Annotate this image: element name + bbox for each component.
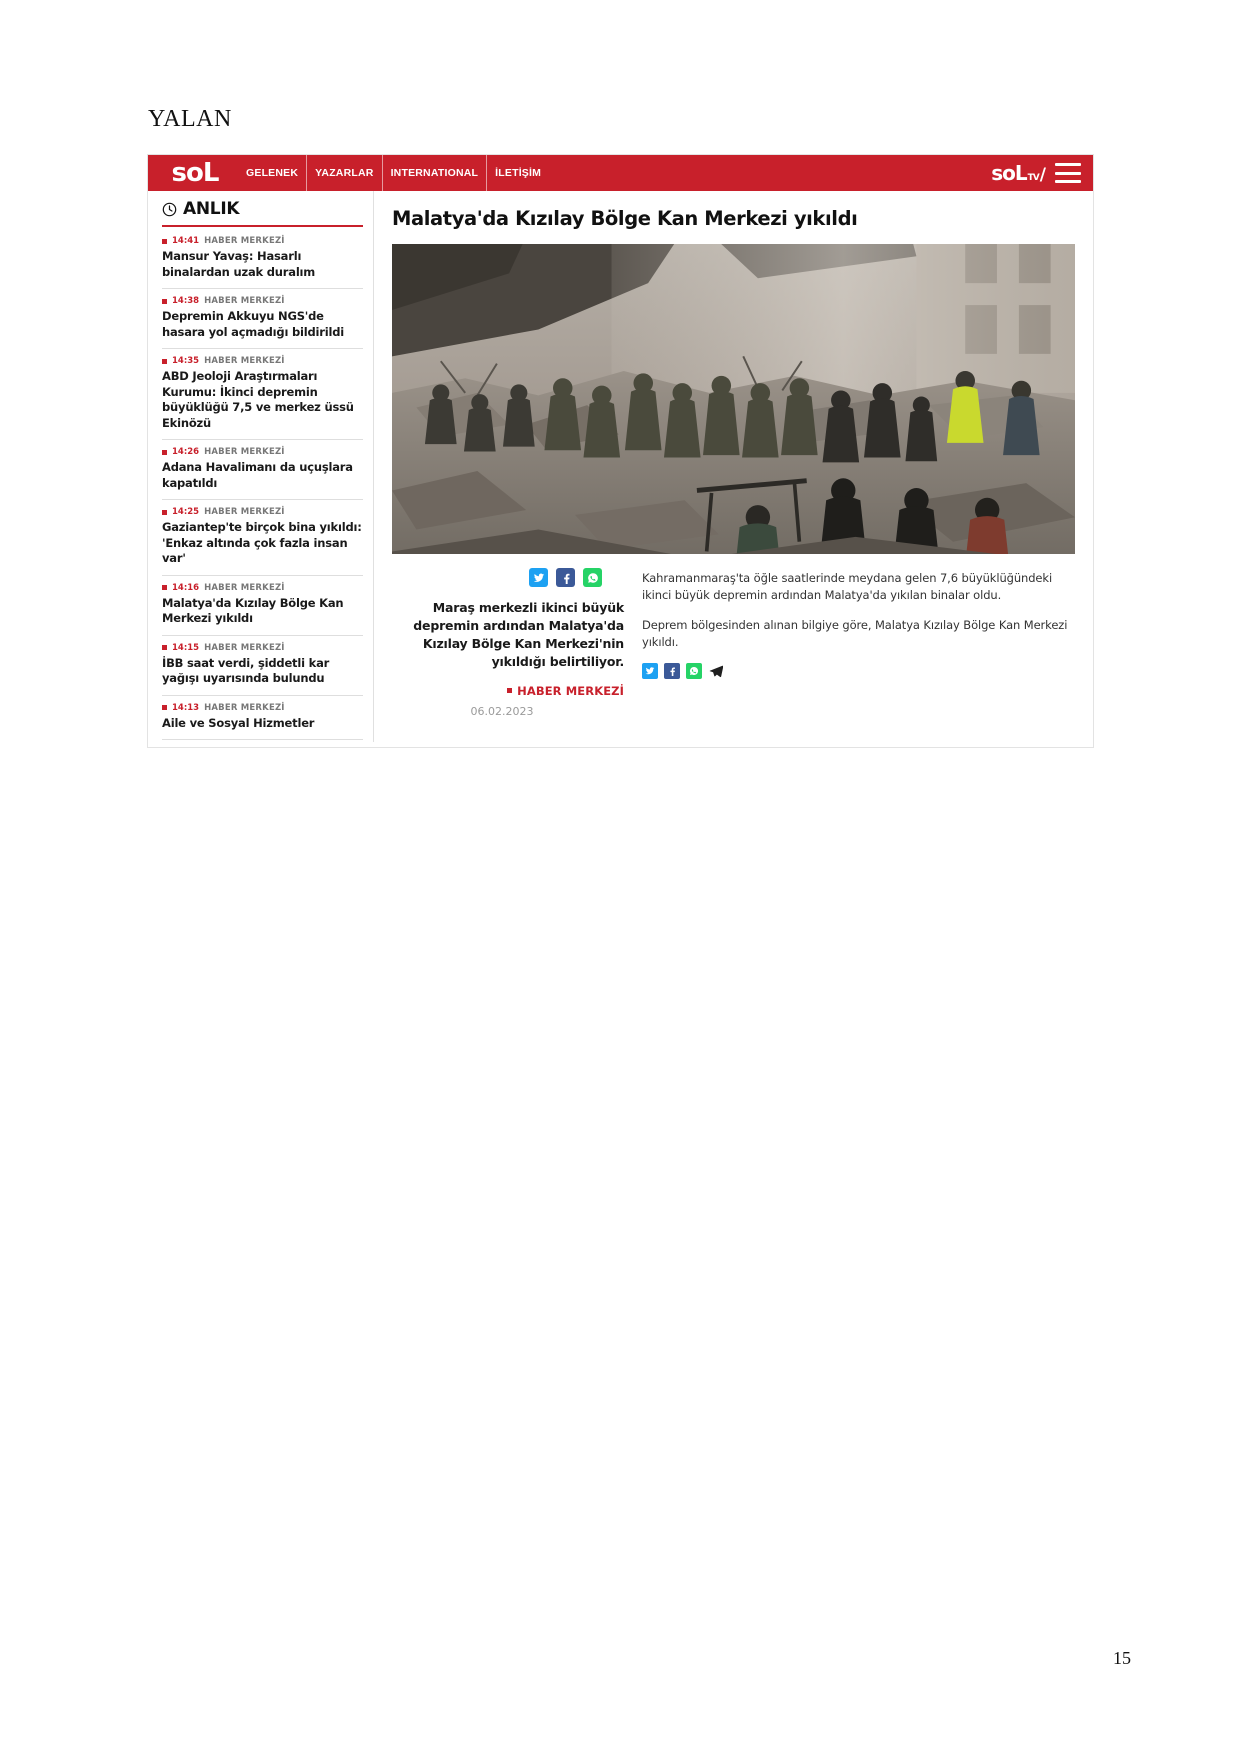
list-item-title[interactable]: ABD Jeoloji Araştırmaları Kurumu: İkinci depremin büyüklüğü 7,5 ve merkez üssü Ekinözü — [162, 369, 354, 430]
list-item-source: HABER MERKEZİ — [204, 356, 285, 367]
article-photo — [392, 244, 1075, 554]
sol-tv-slash: / — [1039, 165, 1045, 185]
twitter-icon[interactable] — [529, 568, 548, 587]
list-item[interactable] — [162, 440, 363, 500]
telegram-icon[interactable] — [708, 663, 724, 679]
page-number: 15 — [1113, 1648, 1131, 1668]
list-item[interactable] — [162, 576, 363, 636]
list-item-time: 14:26 — [172, 447, 200, 458]
bullet-icon — [162, 450, 167, 455]
news-site-screenshot — [148, 155, 1093, 747]
site-header — [148, 155, 1093, 191]
list-item-meta — [162, 703, 363, 713]
article-body — [392, 568, 1075, 718]
live-feed-sidebar — [148, 191, 374, 747]
article-text-column — [642, 568, 1075, 718]
list-item-title[interactable]: Mansur Yavaş: Hasarlı binalardan uzak duralım — [162, 249, 316, 279]
bullet-icon — [162, 510, 167, 515]
list-item-meta — [162, 643, 363, 653]
bullet-icon — [162, 585, 167, 590]
article-column — [374, 191, 1093, 747]
share-buttons-bottom — [642, 663, 1075, 679]
bullet-icon — [162, 645, 167, 650]
list-item[interactable] — [162, 349, 363, 440]
list-item-title[interactable]: Aile ve Sosyal Hizmetler — [162, 715, 315, 730]
list-item-meta — [162, 236, 363, 246]
sol-tv-suffix: TV — [1027, 173, 1039, 183]
whatsapp-icon[interactable] — [583, 568, 602, 587]
list-item-meta — [162, 447, 363, 457]
facebook-icon[interactable] — [664, 663, 680, 679]
nav-item-iletisim[interactable]: İLETİŞİM — [495, 167, 542, 179]
facebook-icon[interactable] — [556, 568, 575, 587]
byline-name: HABER MERKEZİ — [517, 683, 624, 698]
nav-item-yazarlar[interactable]: YAZARLAR — [307, 155, 382, 191]
list-item-title[interactable]: Malatya'da Kızılay Bölge Kan Merkezi yıkıldı — [162, 595, 344, 626]
page-title: Malatya'da Kızılay Bölge Kan Merkezi yıkıldı — [392, 207, 858, 230]
bullet-icon — [162, 359, 167, 364]
bullet-icon — [162, 299, 167, 304]
sol-logo-text: soL — [171, 158, 219, 188]
list-item-time: 14:16 — [172, 582, 200, 593]
sol-tv-logo-text: soL — [991, 161, 1027, 185]
list-item-title[interactable]: İBB saat verdi, şiddetli kar yağışı uyarısında bulundu — [162, 655, 330, 686]
list-item-time: 14:41 — [172, 236, 200, 246]
live-feed-header — [162, 199, 363, 227]
list-item-source: HABER MERKEZİ — [204, 236, 285, 246]
list-item-source: HABER MERKEZİ — [204, 582, 285, 593]
list-item-time: 14:38 — [172, 296, 200, 307]
whatsapp-icon[interactable] — [686, 663, 702, 679]
hamburger-menu-icon[interactable] — [1055, 163, 1081, 183]
article-spot: Maraş merkezli ikinci büyük depremin ardından Malatya'da Kızılay Bölge Kan Merkezi'nin yıkıldığı belirtiliyor. — [413, 600, 624, 670]
article-byline — [392, 684, 624, 698]
list-item-time: 14:35 — [172, 356, 200, 367]
list-item[interactable] — [162, 289, 363, 349]
nav-item-gelenek[interactable]: GELENEK — [238, 155, 307, 191]
list-item-meta — [162, 296, 363, 306]
article-date: 06.02.2023 — [470, 704, 534, 718]
bullet-icon — [162, 705, 167, 710]
nav-item-international[interactable]: INTERNATIONAL — [383, 155, 488, 191]
list-item-source: HABER MERKEZİ — [204, 507, 285, 518]
live-feed-title: ANLIK — [183, 199, 240, 219]
list-item[interactable] — [162, 500, 363, 576]
article-spot-column — [392, 568, 628, 718]
list-item-time: 14:13 — [172, 702, 200, 713]
screenshot-bottom-crop — [148, 742, 1093, 747]
page-heading: YALAN — [148, 106, 232, 132]
article-paragraph: Deprem bölgesinden alınan bilgiye göre, Malatya Kızılay Bölge Kan Merkezi yıkıldı. — [642, 617, 1068, 649]
list-item-title[interactable]: Gaziantep'te birçok bina yıkıldı: 'Enkaz altında çok fazla insan var' — [162, 520, 362, 566]
clock-icon — [162, 202, 177, 217]
list-item-time: 14:25 — [172, 507, 200, 518]
article-photo-image — [392, 244, 1075, 554]
bullet-icon — [507, 688, 512, 693]
page-content — [148, 191, 1093, 747]
sol-logo[interactable] — [148, 155, 234, 191]
list-item-meta — [162, 356, 363, 366]
list-item-meta — [162, 583, 363, 593]
list-item-meta — [162, 507, 363, 517]
list-item-source: HABER MERKEZİ — [204, 702, 285, 713]
list-item-title[interactable]: Adana Havalimanı da uçuşlara kapatıldı — [162, 460, 353, 490]
list-item-title[interactable]: Depremin Akkuyu NGS'de hasara yol açmadığı bildirildi — [162, 309, 345, 339]
list-item-source: HABER MERKEZİ — [204, 447, 285, 458]
list-item[interactable] — [162, 696, 363, 741]
article-paragraph: Kahramanmaraş'ta öğle saatlerinde meydana gelen 7,6 büyüklüğündeki ikinci büyük depremin ardından Malatya'da yıkılan binalar oldu. — [642, 571, 1053, 603]
list-item-time: 14:15 — [172, 642, 200, 653]
list-item[interactable] — [162, 229, 363, 289]
list-item-source: HABER MERKEZİ — [204, 296, 285, 307]
twitter-icon[interactable] — [642, 663, 658, 679]
list-item-source: HABER MERKEZİ — [204, 642, 285, 653]
list-item[interactable] — [162, 636, 363, 696]
bullet-icon — [162, 239, 167, 244]
share-buttons-top — [392, 568, 624, 587]
sol-tv-logo[interactable] — [991, 161, 1045, 185]
header-right-tools — [991, 155, 1093, 191]
main-navigation — [238, 155, 549, 191]
